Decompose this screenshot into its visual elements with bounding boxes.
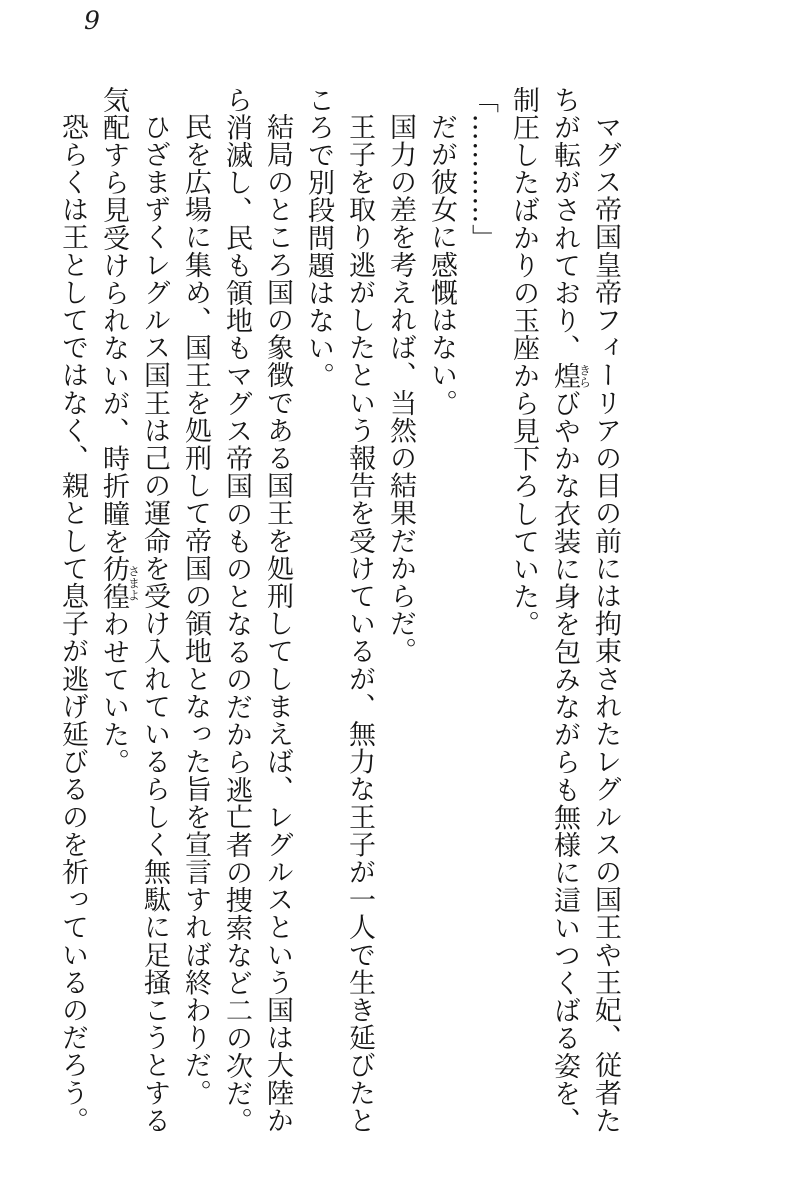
furigana-annotated-text: 彷徨さまよ xyxy=(98,555,141,611)
paragraph: 王子を取り逃がしたという報告を受けているが、無力な王子が一人で生き延びたところで別段問題はない。 xyxy=(303,86,375,1135)
paragraph: 「…………」 xyxy=(467,86,498,252)
paragraph: 恐らくは王としてではなく、親として息子が逃げ延びるのを祈っているのだろう。 xyxy=(57,113,88,1135)
paragraph: 民を広場に集め、国王を処刑して帝国の領地となった旨を宣言すれば終わりだ。 xyxy=(180,113,211,1107)
paragraph: 国力の差を考えれば、当然の結果だからだ。 xyxy=(385,113,416,665)
paragraph: 結局のところ国の象徴である国王を処刑してしまえば、レグルスという国は大陸から消滅し、民も領地もマグス帝国のものとなるのだから逃亡者の捜索など二の次だ。 xyxy=(221,86,293,1135)
page-number: 9 xyxy=(84,6,100,35)
paragraph: だが彼女に感慨はない。 xyxy=(426,113,457,417)
paragraph: マグス帝国皇帝フィーリアの目の前には拘束されたレグルスの国王や王妃、従者たちが転がされており、煌きらびやかな衣装に身を包みながらも無様に這いつくばる姿を、制圧したばかりの玉座から見下ろしていた。 xyxy=(508,86,621,1135)
paragraph: ひざまずくレグルス国王は己の運命を受け入れているらしく無駄に足掻こうとする気配すら見受けられないが、時折瞳を彷徨さまよわせていた。 xyxy=(98,86,170,1135)
furigana-annotated-text: 煌きら xyxy=(549,362,592,390)
text-block xyxy=(52,86,626,1140)
